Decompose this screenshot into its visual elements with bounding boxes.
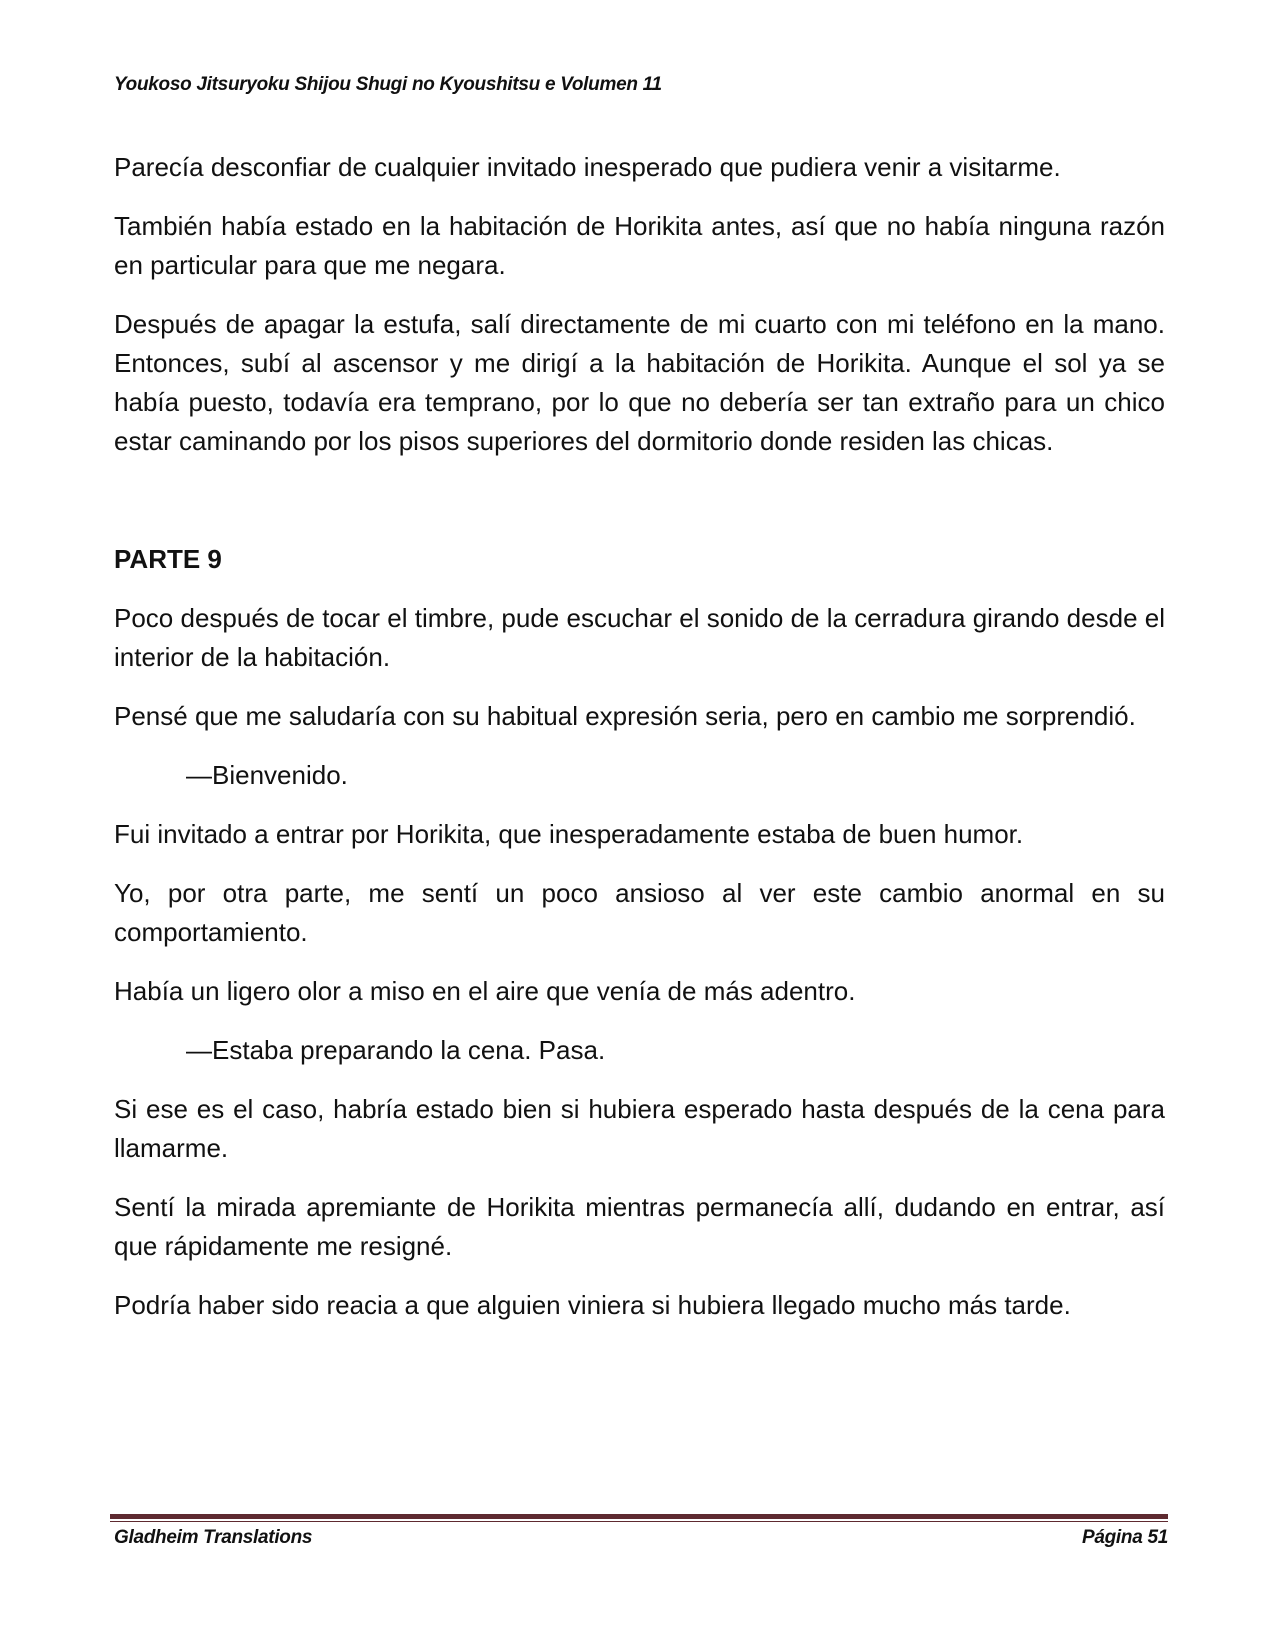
- paragraph: Poco después de tocar el timbre, pude escuchar el sonido de la cerradura girando desde el interior de la habitación.: [114, 603, 1165, 672]
- section-heading: PARTE 9: [114, 544, 222, 574]
- dialogue-line: —Bienvenido.: [186, 760, 348, 790]
- paragraph: Fui invitado a entrar por Horikita, que inesperadamente estaba de buen humor.: [114, 819, 1024, 849]
- page-body: [114, 148, 1165, 1345]
- paragraph: También había estado en la habitación de Horikita antes, así que no había ninguna razón en particular para que me negara.: [114, 211, 1165, 280]
- footer-rule: [110, 1514, 1168, 1519]
- footer-publisher: Gladheim Translations: [114, 1527, 313, 1548]
- paragraph: Sentí la mirada apremiante de Horikita mientras permanecía allí, dudando en entrar, así que rápidamente me resigné.: [114, 1192, 1165, 1261]
- paragraph: Después de apagar la estufa, salí directamente de mi cuarto con mi teléfono en la mano. Entonces, subí al ascensor y me dirigí a la habitación de Horikita. Aunque el sol ya se había puesto, todavía era temprano, por lo que no debería ser tan extraño para un chico estar caminando por los pisos superiores del dormitorio donde residen las chicas.: [114, 309, 1165, 456]
- paragraph: Había un ligero olor a miso en el aire que venía de más adentro.: [114, 976, 856, 1006]
- dialogue-line: —Estaba preparando la cena. Pasa.: [186, 1035, 606, 1065]
- running-header: Youkoso Jitsuryoku Shijou Shugi no Kyoushitsu e Volumen 11: [114, 74, 662, 95]
- paragraph: Si ese es el caso, habría estado bien si hubiera esperado hasta después de la cena para llamarme.: [114, 1094, 1165, 1163]
- paragraph: Parecía desconfiar de cualquier invitado inesperado que pudiera venir a visitarme.: [114, 152, 1061, 182]
- paragraph: Podría haber sido reacia a que alguien viniera si hubiera llegado mucho más tarde.: [114, 1290, 1071, 1320]
- paragraph: Pensé que me saludaría con su habitual expresión seria, pero en cambio me sorprendió.: [114, 701, 1136, 731]
- page-number: Página 51: [1081, 1527, 1168, 1548]
- paragraph: Yo, por otra parte, me sentí un poco ansioso al ver este cambio anormal en su comportamiento.: [114, 878, 1165, 947]
- footer-rule-thin: [110, 1521, 1168, 1522]
